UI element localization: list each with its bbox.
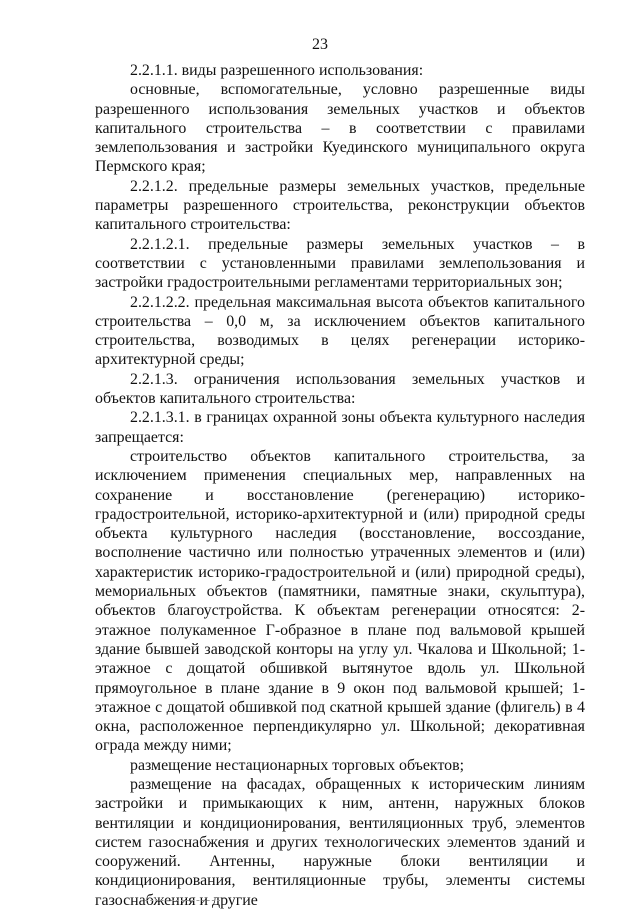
paragraph-construction-restriction: строительство объектов капитального строительства, за исключением применения специальных мер, направленных на сохранение и восстановление (регенерацию) историко-градостроительной, историко-архитектурной и (или) природной среды объекта культурного наследия (восстановление, воссоздание, восполнение частично или полностью утраченных элементов и (или) характеристик историко-градостроительной и (или) природной среды), мемориальных объектов (памятники, памятные знаки, скульптура), объектов благоустройства. К объектам регенерации относятся: 2-этажное полукаменное Г-образное в плане под вальмовой крышей здание бывшей заводской конторы на углу ул. Чкалова и Школьной; 1-этажное с дощатой обшивкой вытянутое вдоль ул. Школьной прямоугольное в плане здание в 9 окон под вальмовой крышей; 1-этажное с дощатой обшивкой под скатной крышей здание (флигель) в 4 окна, расположенное перпендикулярно ул. Школьной; декоративная ограда между ними; (95, 447, 585, 755)
scan-edge-mark (140, 900, 220, 905)
paragraph-2-2-1-3: 2.2.1.3. ограничения использования земельных участков и объектов капитального строительства: (95, 370, 585, 408)
page-number: 23 (312, 36, 328, 53)
paragraph-2-2-1-3-1: 2.2.1.3.1. в границах охранной зоны объекта культурного наследия запрещается: (95, 409, 585, 446)
paragraph-facade-elements: размещение на фасадах, обращенных к историческим линиям застройки и примыкающих к ним, антенн, наружных блоков вентиляции и кондиционирования, вентиляционных труб, элементов систем газоснабжения и других технологических элементов зданий и сооружений. Антенны, наружные блоки вентиляции и кондиционирования, вентиляционные трубы, элементы системы газоснабжения и другие (95, 775, 585, 909)
paragraph-2-2-1-2-2: 2.2.1.2.2. предельная максимальная высота объектов капитального строительства – 0,0 м, за исключением объектов капитального строительства, возводимых в целях регенерации историко-архитектурной среды; (95, 293, 585, 369)
paragraph-trade-objects: размещение нестационарных торговых объектов; (130, 756, 465, 774)
paragraph-2-2-1-1: 2.2.1.1. виды разрешенного использования: (130, 62, 424, 79)
paragraph-2-2-1-2-1: 2.2.1.2.1. предельные размеры земельных участков – в соответствии с установленными правилами землепользования и застройки градостроительными регламентами территориальных зон; (95, 235, 585, 292)
document-body (95, 61, 585, 910)
paragraph-permitted-uses: основные, вспомогательные, условно разрешенные виды разрешенного использования земельных участков и объектов капитального строительства – в соответствии с правилами землепользования и застройки Куединского муниципального округа Пермского края; (95, 81, 585, 176)
paragraph-2-2-1-2: 2.2.1.2. предельные размеры земельных участков, предельные параметры разрешенного строительства, реконструкции объектов капитального строительства: (95, 177, 585, 234)
